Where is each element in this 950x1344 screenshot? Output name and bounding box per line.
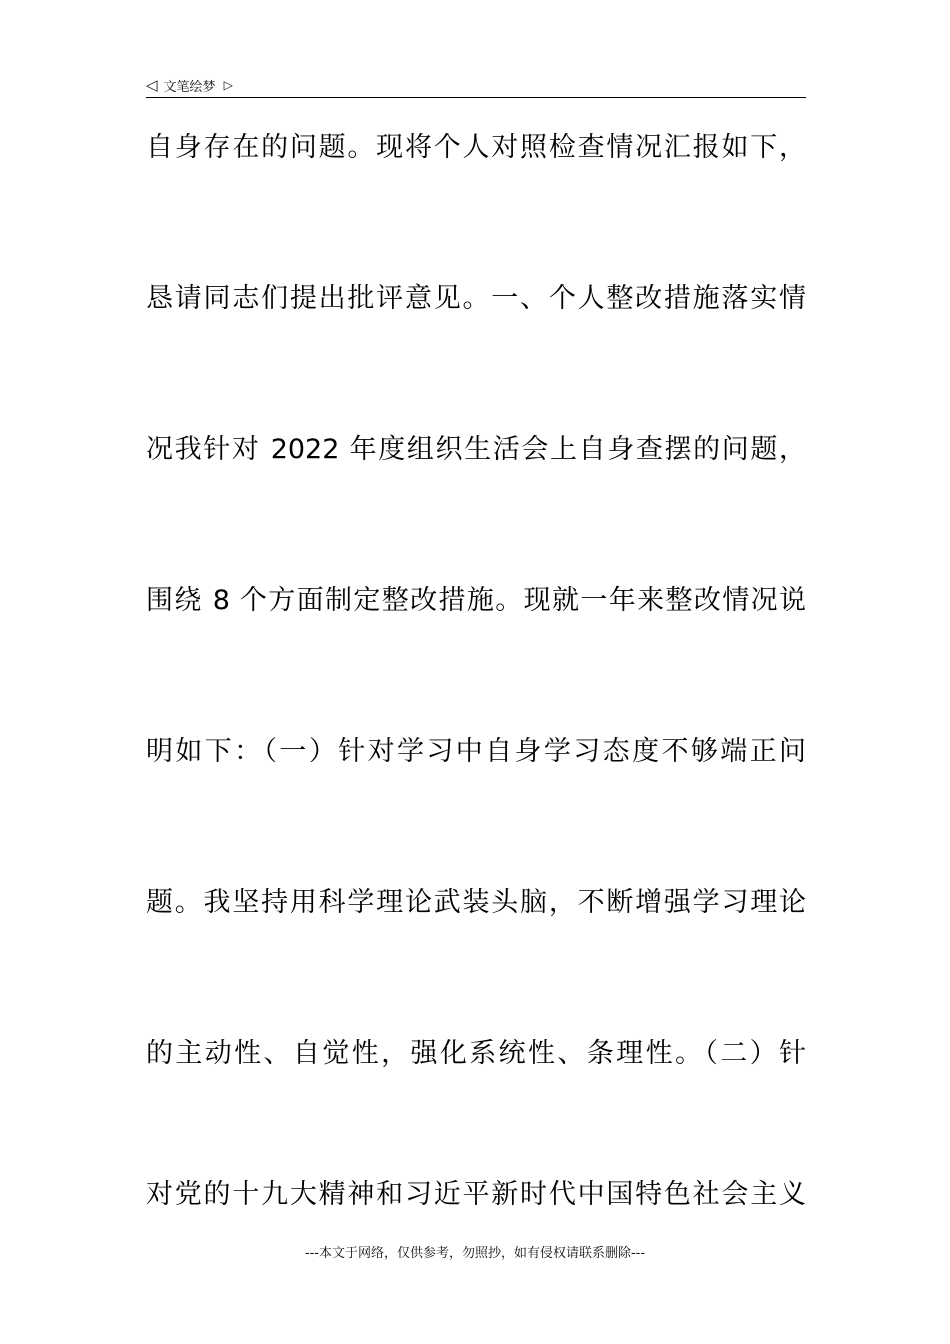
- body-line: 题。我坚持用科学理论武装头脑，不断增强学习理论: [146, 887, 806, 918]
- triangle-right-icon: ▷: [223, 78, 233, 92]
- body-line: 恳请同志们提出批评意见。一、个人整改措施落实情: [146, 283, 806, 314]
- header-divider: [146, 97, 806, 98]
- header-title: 文笔绘梦: [163, 79, 216, 95]
- body-line: 对党的十九大精神和习近平新时代中国特色社会主义: [146, 1179, 806, 1210]
- body-line: 况我针对 2022 年度组织生活会上自身查摆的问题，: [146, 434, 806, 465]
- body-line: 自身存在的问题。现将个人对照检查情况汇报如下，: [146, 132, 806, 163]
- footer-disclaimer: ---本文于网络，仅供参考，勿照抄，如有侵权请联系删除---: [304, 1246, 646, 1261]
- body-line: 明如下：（一）针对学习中自身学习态度不够端正问: [146, 736, 806, 767]
- triangle-left-icon: ◁: [146, 75, 158, 94]
- body-line: 围绕 8 个方面制定整改措施。现就一年来整改情况说: [146, 585, 806, 616]
- document-header: [146, 74, 233, 96]
- body-line: 的主动性、自觉性，强化系统性、条理性。（二）针: [146, 1038, 806, 1069]
